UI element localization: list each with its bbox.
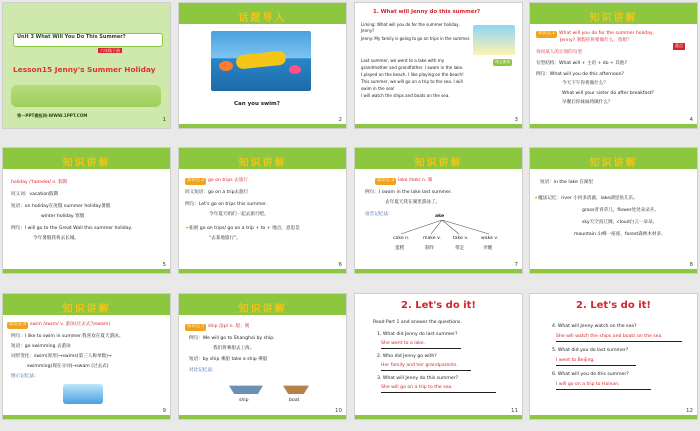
picture-memory-label: 图示记忆法： [11,374,39,379]
example-line: 例句：I like to swim in summer.我喜欢在夏天游泳。 [11,334,124,339]
tree-root: ake [435,214,445,219]
extension-line-2: "去某地旅行"。 [209,236,241,241]
slide-title: 知识讲解 [238,158,287,169]
dialog-line: Jenny: My family is going to go on trips in the summer. [361,36,471,41]
slide-title: 知识讲解 [589,158,638,169]
example-cn: 今天下午你将做什么？ [562,81,608,86]
footer-bar [3,415,170,419]
slide-title: 知识讲解 [62,158,111,169]
example-cn: 今年夏天咱们一起去旅行吧。 [209,212,269,217]
footer-bar [530,124,697,128]
point-tag: 知识点 5 [187,324,204,329]
tree-word: take v. [453,236,469,241]
point-tag: 知识点 3 [377,178,394,183]
answer-4: She will watch the ships and boats on the sea. [556,334,682,342]
dialog-line: Jenny? [361,28,375,33]
example-line: 例句：What will you do this afternoon? [536,72,624,77]
slide-number: 4 [689,117,693,123]
slide-number: 11 [511,408,518,414]
phrase-line: 短语：on holiday在度假 summer holiday暑假 [11,204,111,209]
slide-title: 2. Let's do it! [401,300,476,311]
answer-3: She will go on a trip to the sea. [381,385,496,393]
question-5: 5. What did you do last summer? [552,348,629,353]
slide-number: 12 [686,408,693,414]
example-line: 例句：I swam in the lake last summer. [365,190,452,195]
memory-label: 语音记忆法： [365,212,393,217]
point-word: ship /ʃɪp/ n. 船；舰 [208,324,250,329]
slide-number: 9 [162,408,166,414]
tree-word: make v. [423,236,441,241]
footer-bar [3,269,170,273]
slide-number: 7 [514,262,518,268]
slide-title: 知识讲解 [589,13,638,24]
slide-number: 10 [335,408,342,414]
example-cn: 我们将乘船去上海。 [213,346,255,351]
lesson-title: Lesson15 Jenny's Summer Holiday [13,65,156,74]
slide-8-thumbnail[interactable] [529,147,698,274]
slide-number: 5 [162,262,166,268]
answer-2: Her family and her grandparents. [381,363,471,371]
point-tag: 知识点 2 [187,178,204,183]
example-cn: 早餐后你妹妹将做什么？ [562,100,613,105]
question-1: 1. What did Jenny do last summer? [377,332,458,337]
boat-picture [283,382,309,394]
slide-title: 知识讲解 [414,158,463,169]
answer-6: I will go on a trip to Hainan. [556,382,651,390]
extension-text: 拓展 go on trips/ go on a trip + to + 地点，意思是 [189,226,300,231]
slide-9-thumbnail[interactable] [2,293,171,420]
point-line [375,178,432,185]
point-tag: 知识点 1 [538,31,555,36]
slide-title: 话题导入 [238,13,287,24]
slide-10-thumbnail[interactable] [178,293,347,420]
swimmer-picture [63,384,103,404]
intro-text: Read Part 1 and answer the questions. [373,320,462,325]
memory-line [534,196,638,203]
tree-meaning: 蛋糕 [395,246,405,251]
slide-11-thumbnail[interactable] [354,293,523,420]
question-2: 2. Who did Jenny go with? [377,354,437,359]
question-6: 6. What will you do this summer? [552,372,629,377]
memory-line-4: mountain 山峰一座座，forest森林木材多。 [574,232,666,237]
slide-6-thumbnail[interactable] [178,147,347,274]
slide-4-thumbnail[interactable] [529,2,698,129]
example-cn: 今年暑假我将去长城。 [33,236,79,241]
dialog-line: Liming: What will you do for the summer holiday, [361,22,460,27]
footer-text: 第一PPT模板网-WWW.1PPT.COM [17,113,88,118]
answer-5: I went to Beijing. [556,358,636,366]
usage-note: 询问某人的计划的句型 [536,50,582,55]
footer-bar [530,269,697,273]
question-4: 4. What will Jenny watch on the sea? [552,324,637,329]
story-line: I played on the beach. I like playing on the beach! [361,72,464,77]
swimmer-icon [219,61,233,71]
tree-meaning: 弄醒 [483,246,493,251]
example-line: What will your sister do after breakfast? [562,91,654,96]
extension-line [185,226,300,233]
question-text: Can you swim? [234,101,280,107]
slide-number: 1 [162,117,166,123]
point-tag: 知识点 4 [9,322,26,327]
footer-bar [355,269,522,273]
example-line: 例句：Let's go on trips this summer. [185,202,267,207]
ship-picture [229,380,263,394]
example-cn: 去年夏天我在湖里游泳了。 [385,200,441,205]
point-word: swim /swɪm/ v. 游泳(过去式为swam) [30,322,111,327]
forms-line: 词形变化：swim(原形)→swims(第三人称单数)→ [11,354,112,359]
point-word: go on trips 去旅行 [208,178,248,183]
tree-word: cake n. [393,236,410,241]
tree-word: wake v. [481,236,499,241]
tree-lines [395,220,505,236]
footer-bar [179,124,346,128]
slide-1-thumbnail[interactable] [2,2,171,129]
word-line: holiday /ˈhɒlədeɪ/ n. 假期 [11,180,68,185]
audio-button[interactable]: 课文朗读 [495,59,511,64]
tree-meaning: 带走 [455,246,465,251]
badge: 重点 [675,43,683,48]
phrase-line: 短语：in the lake 在湖里 [540,180,594,185]
story-line: grandmother and grandfather. I swam in the lake. [361,65,464,70]
slide-number: 8 [689,262,693,268]
question-3: 3. What will Jenny do this summer? [377,376,459,381]
story-line: swim in the sea! [361,86,395,91]
point-sentence-cn: Jenny? 暑假你将要做什么，詹妮？ [560,38,632,43]
beach-picture [473,25,515,55]
point-word: lake /leɪk/ n. 湖 [398,178,433,183]
leaf-icon [11,85,161,107]
slide-number: 6 [338,262,342,268]
tree-meaning: 制作 [425,246,435,251]
swimmer-icon-2 [289,65,301,74]
slide-7-thumbnail[interactable] [354,147,523,274]
slide-title: 知识讲解 [62,304,111,315]
story-line: Last summer, we went to a lake with my [361,58,445,63]
slide-3-thumbnail[interactable] [354,2,523,129]
footer-bar [179,269,346,273]
swim-text-art [235,50,286,69]
slide-12-thumbnail[interactable] [529,293,698,420]
slide-number: 2 [338,117,342,123]
grade-label: 六年级下册 [100,48,120,53]
synonym-line: 同义词：vacation假期 [11,192,59,197]
slide-5-thumbnail[interactable] [2,147,171,274]
point-line [185,324,249,331]
example-line: 例句：I will go to the Great Wall this summer holiday. [11,226,133,231]
memory-line-2: grass青青草儿，flower处处朵朵开。 [582,208,660,213]
phrase-line: 短语：go swimming 去游泳 [11,344,71,349]
footer-bar [355,415,522,419]
story-line: I will watch the ships and boats on the sea. [361,93,450,98]
memory-line-3: sky天空真辽阔，cloud白云一朵朵。 [582,220,658,225]
slide-2-thumbnail[interactable] [178,2,347,129]
footer-bar [179,415,346,419]
forms-line-2: swimming(现在分词)→swam (过去式) [27,364,109,369]
point-line [185,178,248,185]
phrase-line: winter holiday 寒假 [41,214,85,219]
slide-heading: 1. What will Jenny do this summer? [373,9,481,15]
example-line: 例句：We will go to Shanghai by ship. [189,336,275,341]
slide-title: 知识讲解 [238,304,287,315]
answer-1: She went to a lake. [381,341,461,349]
story-line: This summer, we will go on a trip to the sea. I will [361,79,463,84]
point-sentence: What will you do for the summer holiday, [559,31,655,36]
star-icon: ★ [185,226,190,231]
synonym-line: 同义短语：go on a trip去旅行 [185,190,249,195]
memory-text: 魔法记忆：river 小河多清澈，lake湖里鱼儿乐。 [538,196,638,201]
pattern-line: 句型结构：What will + 主语 + do + 其他? [536,61,627,66]
point-line [536,31,654,38]
unit-title: Unit 3 What Will You Do This Summer? [17,34,126,40]
slide-number: 3 [514,117,518,123]
ship-label: ship [239,398,249,403]
point-line [7,322,110,329]
phrase-line: 短语：by ship 乘船 take a ship 乘船 [189,357,268,362]
swimming-photo [211,31,311,91]
footer-bar [355,124,522,128]
star-icon: ★ [534,196,539,201]
slide-title: 2. Let's do it! [576,300,651,311]
boat-label: boat [289,398,300,403]
footer-bar [530,415,697,419]
compare-label: 对比记忆法： [189,368,217,373]
